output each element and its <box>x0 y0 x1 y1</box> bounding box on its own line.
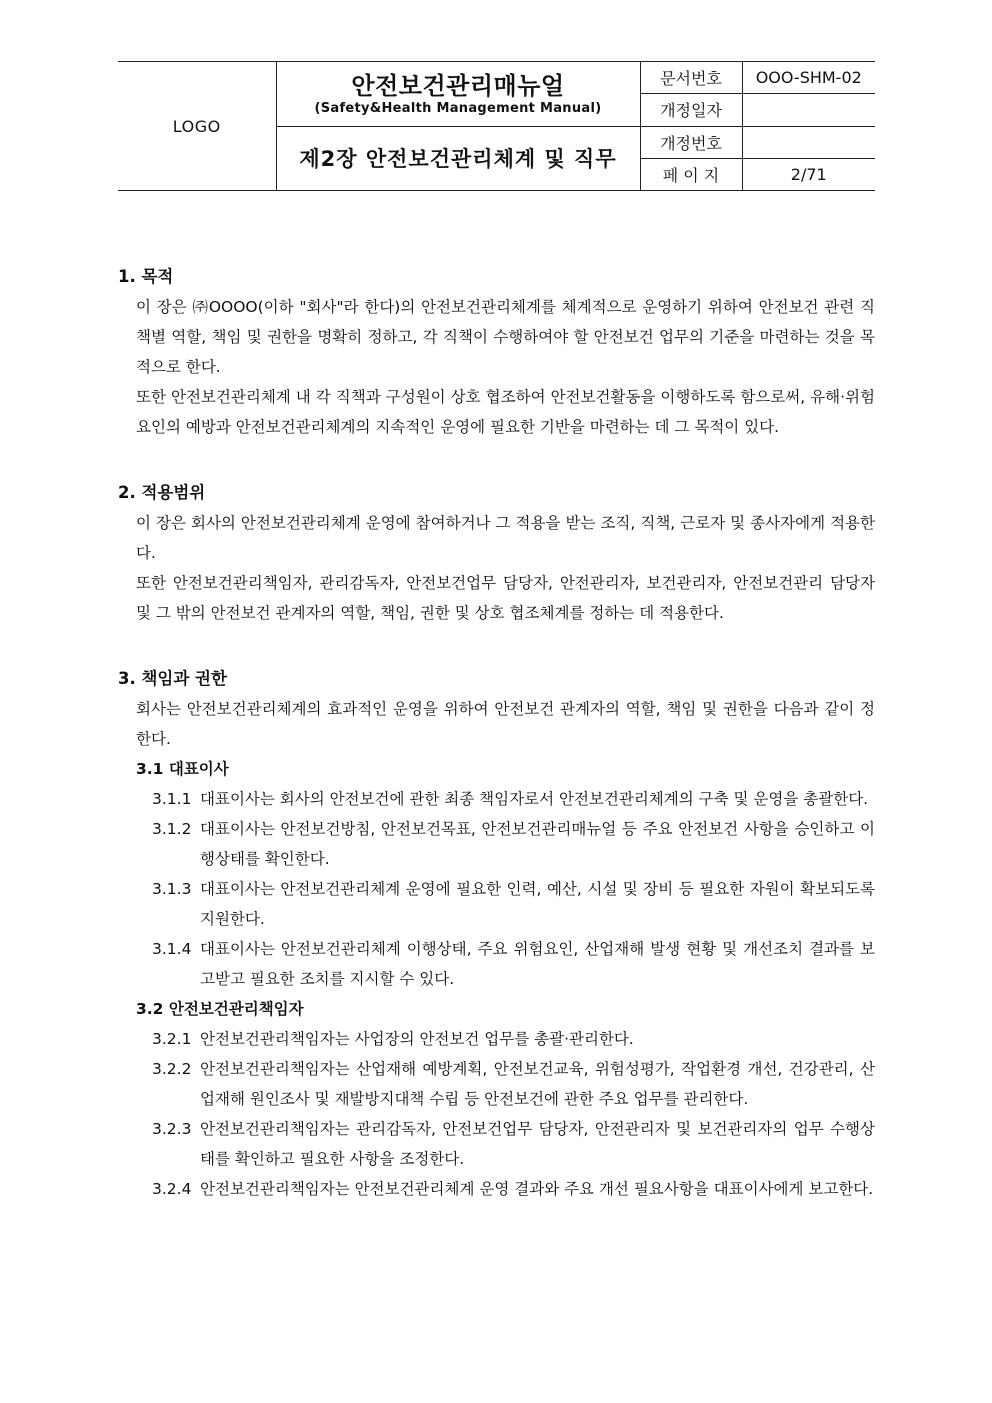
manual-title: 안전보건관리매뉴얼 <box>351 71 565 100</box>
logo: LOGO <box>118 62 276 191</box>
list-item <box>152 934 875 994</box>
item-text: 안전보건관리책임자는 산업재해 예방계획, 안전보건교육, 위험성평가, 작업환경 개선, 건강관리, 산업재해 원인조사 및 재발방지대책 수립 등 안전보건에 관한 주요 업무를 관리한다. <box>200 1060 875 1108</box>
manual-title-cell <box>276 62 640 127</box>
document-body <box>118 262 875 1204</box>
list-item <box>152 874 875 934</box>
doc-no-value: OOO-SHM-02 <box>742 62 875 94</box>
paragraph: 또한 안전보건관리체계 내 각 직책과 구성원이 상호 협조하여 안전보건활동을 이행하도록 함으로써, 유해·위험요인의 예방과 안전보건관리체계의 지속적인 운영에 필요한 기반을 마련하는 데 그 목적이 있다. <box>136 388 875 436</box>
list-item <box>152 784 875 814</box>
item-number: 3.2.1 <box>152 1030 192 1048</box>
item-number: 3.2.2 <box>152 1060 192 1078</box>
list-item <box>152 814 875 874</box>
item-number: 3.1.2 <box>152 820 192 838</box>
subsection-manager-title: 3.2 안전보건관리책임자 <box>136 1000 304 1018</box>
section-purpose-title: 1. 목적 <box>118 267 174 286</box>
item-text: 대표이사는 회사의 안전보건에 관한 최종 책임자로서 안전보건관리체계의 구축 및 운영을 총괄한다. <box>200 790 869 808</box>
rev-date-label: 개정일자 <box>640 94 742 126</box>
item-text: 안전보건관리책임자는 사업장의 안전보건 업무를 총괄·관리한다. <box>200 1030 634 1048</box>
rev-no-value <box>742 126 875 158</box>
section-scope-title: 2. 적용범위 <box>118 483 206 502</box>
page-label: 페 이 지 <box>640 158 742 190</box>
item-number: 3.1.3 <box>152 880 192 898</box>
item-text: 대표이사는 안전보건관리체계 운영에 필요한 인력, 예산, 시설 및 장비 등 필요한 자원이 확보되도록 지원한다. <box>200 880 875 928</box>
document-header <box>118 61 875 191</box>
chapter-title: 제2장 안전보건관리체계 및 직무 <box>276 126 640 191</box>
item-number: 3.1.4 <box>152 940 192 958</box>
item-text: 안전보건관리책임자는 안전보건관리체계 운영 결과와 주요 개선 필요사항을 대표이사에게 보고한다. <box>200 1180 874 1198</box>
rev-no-label: 개정번호 <box>640 126 742 158</box>
doc-no-label: 문서번호 <box>640 62 742 94</box>
item-text: 대표이사는 안전보건관리체계 이행상태, 주요 위험요인, 산업재해 발생 현황 및 개선조치 결과를 보고받고 필요한 조치를 지시할 수 있다. <box>200 940 875 988</box>
subsection-ceo-title: 3.1 대표이사 <box>136 760 229 778</box>
paragraph: 회사는 안전보건관리체계의 효과적인 운영을 위하여 안전보건 관계자의 역할, 책임 및 권한을 다음과 같이 정한다. <box>136 700 875 748</box>
item-number: 3.2.3 <box>152 1120 192 1138</box>
item-number: 3.2.4 <box>152 1180 192 1198</box>
item-text: 대표이사는 안전보건방침, 안전보건목표, 안전보건관리매뉴얼 등 주요 안전보건 사항을 승인하고 이행상태를 확인한다. <box>200 820 875 868</box>
rev-date-value <box>742 94 875 126</box>
paragraph: 또한 안전보건관리책임자, 관리감독자, 안전보건업무 담당자, 안전관리자, 보건관리자, 안전보건관리 담당자 및 그 밖의 안전보건 관계자의 역할, 책임, 권한 및 상호 협조체계를 정하는 데 적용한다. <box>136 574 875 622</box>
list-item <box>152 1114 875 1174</box>
item-number: 3.1.1 <box>152 790 192 808</box>
manual-subtitle: (Safety&Health Management Manual) <box>314 100 602 116</box>
page-value: 2/71 <box>742 158 875 190</box>
list-item <box>152 1024 875 1054</box>
paragraph: 이 장은 회사의 안전보건관리체계 운영에 참여하거나 그 적용을 받는 조직, 직책, 근로자 및 종사자에게 적용한다. <box>136 514 875 562</box>
paragraph: 이 장은 ㈜OOOO(이하 "회사"라 한다)의 안전보건관리체계를 체계적으로 운영하기 위하여 안전보건 관련 직책별 역할, 책임 및 권한을 명확히 정하고, 각 직책이 수행하여야 할 안전보건 업무의 기준을 마련하는 것을 목적으로 한다. <box>136 298 875 376</box>
section-responsibility-title: 3. 책임과 권한 <box>118 669 227 688</box>
list-item <box>152 1174 875 1204</box>
list-item <box>152 1054 875 1114</box>
item-text: 안전보건관리책임자는 관리감독자, 안전보건업무 담당자, 안전관리자 및 보건관리자의 업무 수행상태를 확인하고 필요한 사항을 조정한다. <box>200 1120 875 1168</box>
